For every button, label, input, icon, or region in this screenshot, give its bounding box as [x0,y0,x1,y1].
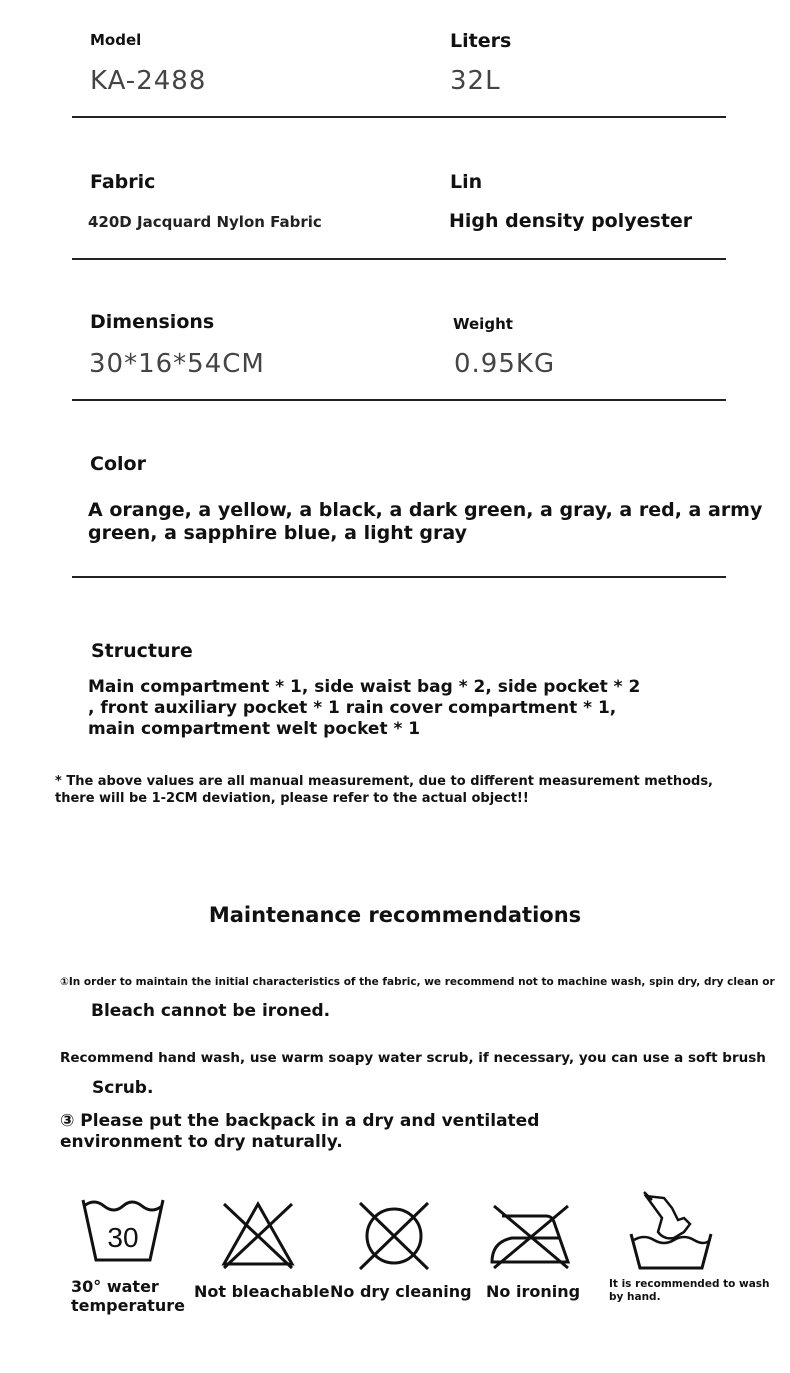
structure-line3: main compartment welt pocket * 1 [88,719,421,739]
hand-wash-icon [628,1188,714,1272]
structure-label: Structure [91,640,193,662]
no-iron-icon [488,1202,574,1272]
weight-value: 0.95KG [454,349,556,379]
color-value-line1: A orange, a yellow, a black, a dark green, a gray, a red, a army [88,499,763,521]
color-label: Color [90,453,146,475]
maintenance-item2-line1: Recommend hand wash, use warm soapy water scrub, if necessary, you can use a soft brush [60,1050,766,1066]
model-value: KA-2488 [90,66,207,96]
maintenance-item3-line1: ③ Please put the backpack in a dry and ventilated [60,1111,540,1131]
no-bleach-icon [220,1200,296,1270]
bleach-caption: Not bleachable [194,1282,330,1301]
fabric-label: Fabric [90,171,156,193]
maintenance-item1-line1: ①In order to maintain the initial characteristics of the fabric, we recommend not to machine wash, spin dry, dry clean or [60,976,775,988]
wash-caption-line2: temperature [71,1296,185,1315]
disclaimer-line2: there will be 1-2CM deviation, please refer to the actual object!! [55,791,529,806]
maintenance-item3-line2: environment to dry naturally. [60,1132,343,1152]
divider [72,399,726,401]
iron-caption: No ironing [486,1282,581,1301]
no-dry-clean-icon [356,1200,432,1272]
fabric-value: 420D Jacquard Nylon Fabric [88,213,322,231]
handwash-caption-line1: It is recommended to wash [609,1278,770,1290]
maintenance-item2-line2: Scrub. [92,1078,154,1098]
divider [72,576,726,578]
structure-line1: Main compartment * 1, side waist bag * 2, side pocket * 2 [88,677,641,697]
color-value-line2: green, a sapphire blue, a light gray [88,522,468,544]
divider [72,116,726,118]
disclaimer-line1: * The above values are all manual measurement, due to different measurement methods, [55,774,713,789]
dimensions-value: 30*16*54CM [89,349,265,379]
liters-label: Liters [450,30,512,52]
lin-label: Lin [450,171,483,193]
wash-tub-icon [80,1196,166,1270]
maintenance-title: Maintenance recommendations [208,903,582,927]
wash-caption-line1: 30° water [71,1277,159,1296]
wash-number: 30 [107,1222,139,1253]
maintenance-item1-line2: Bleach cannot be ironed. [91,1001,331,1021]
handwash-caption-line2: by hand. [609,1291,661,1303]
liters-value: 32L [450,66,501,96]
weight-label: Weight [453,315,513,333]
structure-line2: , front auxiliary pocket * 1 rain cover compartment * 1, [88,698,617,718]
dimensions-label: Dimensions [90,311,215,333]
lin-value: High density polyester [449,210,693,232]
divider [72,258,726,260]
dryclean-caption: No dry cleaning [330,1282,472,1301]
model-label: Model [90,31,142,49]
